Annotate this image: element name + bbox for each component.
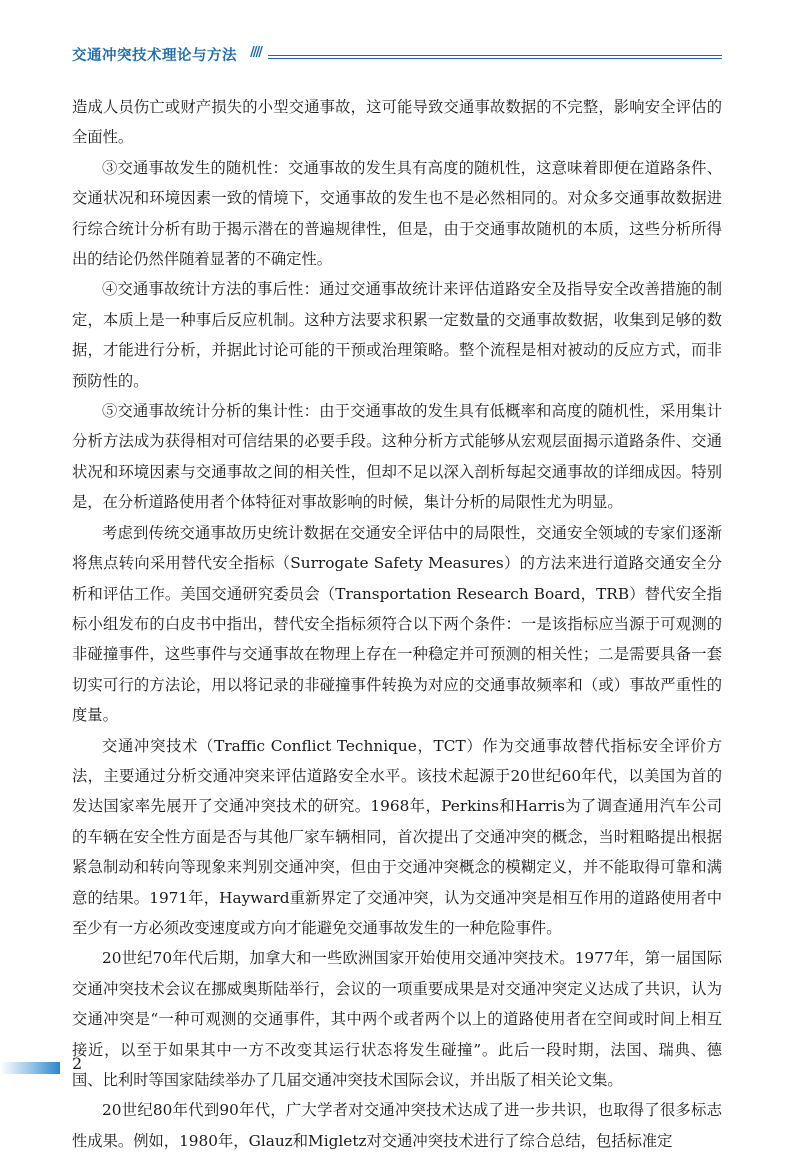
paragraph: ④交通事故统计方法的事后性：通过交通事故统计来评估道路安全及指导安全改善措施的制定，本质上是一种事后反应机制。这种方法要求积累一定数量的交通事故数据，收集到足够的数据，才能进行分析，并据此讨论可能的干预或治理策略。整个流程是相对被动的反应方式，而非预防性的。 <box>72 280 722 390</box>
paragraph: 20世纪70年代后期，加拿大和一些欧洲国家开始使用交通冲突技术。1977年，第一届国际交通冲突技术会议在挪威奥斯陆举行，会议的一项重要成果是对交通冲突定义达成了共识，认为交通冲突是“一种可观测的交通事件，其中两个或者两个以上的道路使用者在空间或时间上相互接近，以至于如果其中一方不改变其运行状态将发生碰撞”。此后一段时期，法国、瑞典、德国、比利时等国家陆续举办了几届交通冲突技术国际会议，并出版了相关论文集。 <box>72 949 722 1089</box>
paragraph: ③交通事故发生的随机性：交通事故的发生具有高度的随机性，这意味着即便在道路条件、交通状况和环境因素一致的情境下，交通事故的发生也不是必然相同的。对众多交通事故数据进行综合统计分析有助于揭示潜在的普遍规律性，但是，由于交通事故随机的本质，这些分析所得出的结论仍然伴随着显著的不确定性。 <box>72 158 722 269</box>
body-text <box>72 92 722 1156</box>
paragraph: 20世纪80年代到90年代，广大学者对交通冲突技术达成了进一步共识，也取得了很多标志性成果。例如，1980年，Glauz和Migletz对交通冲突技术进行了综合总结，包括标准定 <box>72 1101 722 1150</box>
header-rule <box>268 58 722 59</box>
header-rule <box>268 55 722 56</box>
running-header <box>72 44 722 68</box>
header-slash-ornament: //// <box>250 45 261 60</box>
footer-decorative-bar <box>0 1062 60 1074</box>
paragraph-continued: 造成人员伤亡或财产损失的小型交通事故，这可能导致交通事故数据的不完整，影响安全评估的全面性。 <box>72 98 722 147</box>
book-title: 交通冲突技术理论与方法 <box>72 48 237 64</box>
page-number: 2 <box>72 1054 83 1073</box>
paragraph: 交通冲突技术（Traffic Conflict Technique，TCT）作为交通事故替代指标安全评价方法，主要通过分析交通冲突来评估道路安全水平。该技术起源于20世纪60年代，以美国为首的发达国家率先展开了交通冲突技术的研究。1968年，Perkins和Harris为了调查通用汽车公司的车辆在安全性方面是否与其他厂家车辆相同，首次提出了交通冲突的概念，当时粗略提出根据紧急制动和转向等现象来判别交通冲突，但由于交通冲突概念的模糊定义，并不能取得可靠和满意的结果。1971年，Hayward重新界定了交通冲突，认为交通冲突是相互作用的道路使用者中至少有一方必须改变速度或方向才能避免交通事故发生的一种危险事件。 <box>72 736 722 937</box>
paragraph: 考虑到传统交通事故历史统计数据在交通安全评估中的局限性，交通安全领域的专家们逐渐将焦点转向采用替代安全指标（Surrogate Safety Measures）的方法来进行道路交通安全分析和评估工作。美国交通研究委员会（Transportation Research Board，TRB）替代安全指标小组发布的白皮书中指出，替代安全指标须符合以下两个条件：一是该指标应当源于可观测的非碰撞事件，这些事件与交通事故在物理上存在一种稳定并可预测的相关性；二是需要具备一套切实可行的方法论，用以将记录的非碰撞事件转换为对应的交通事故频率和（或）事故严重性的度量。 <box>72 523 722 725</box>
paragraph: ⑤交通事故统计分析的集计性：由于交通事故的发生具有低概率和高度的随机性，采用集计分析方法成为获得相对可信结果的必要手段。这种分析方式能够从宏观层面揭示道路条件、交通状况和环境因素与交通事故之间的相关性，但却不足以深入剖析每起交通事故的详细成因。特别是，在分析道路使用者个体特征对事故影响的时候，集计分析的局限性尤为明显。 <box>72 402 722 512</box>
